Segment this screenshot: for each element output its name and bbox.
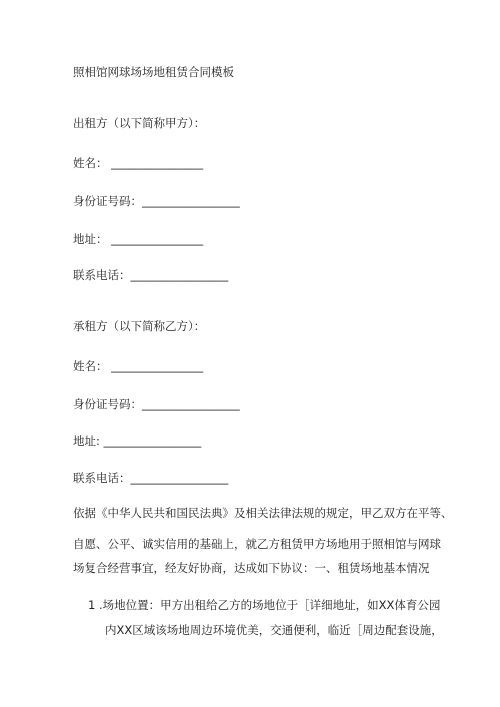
clause-1-line: 1 .场地位置：甲方出租给乙方的场地位于［详细地址，如XX体育公园: [88, 598, 441, 612]
lessor-phone-field: 联系电话：_________________: [73, 268, 229, 282]
preamble-line: 依据《中华人民共和国民法典》及相关法律法规的规定，甲乙双方在平等、: [73, 506, 453, 520]
lessee-address-field: 地址: _________________: [73, 434, 202, 448]
preamble-line: 场复合经营事宜，经友好协商，达成如下协议：一、租赁场地基本情况: [73, 561, 430, 575]
clause-1-line: 内XX区域该场地周边环境优美，交通便利，临近［周边配套设施，: [105, 623, 443, 637]
lessor-id-field: 身份证号码：_________________: [73, 194, 240, 208]
lessor-address-field: 地址： ________________: [73, 232, 204, 246]
preamble-line: 自愿、公平、诚实信用的基础上，就乙方租赁甲方场地用于照相馆与网球: [73, 537, 441, 551]
lessee-phone-field: 联系电话：_________________: [73, 471, 229, 485]
lessee-name-field: 姓名： ________________: [73, 359, 204, 373]
lessee-id-field: 身份证号码：_________________: [73, 397, 240, 411]
lessee-heading: 承租方（以下简称乙方）：: [73, 319, 206, 333]
lessor-name-field: 姓名： ________________: [73, 156, 204, 170]
lessor-heading: 出租方（以下简称甲方）：: [73, 116, 206, 130]
document-title: 照相馆网球场场地租赁合同模板: [73, 65, 234, 79]
